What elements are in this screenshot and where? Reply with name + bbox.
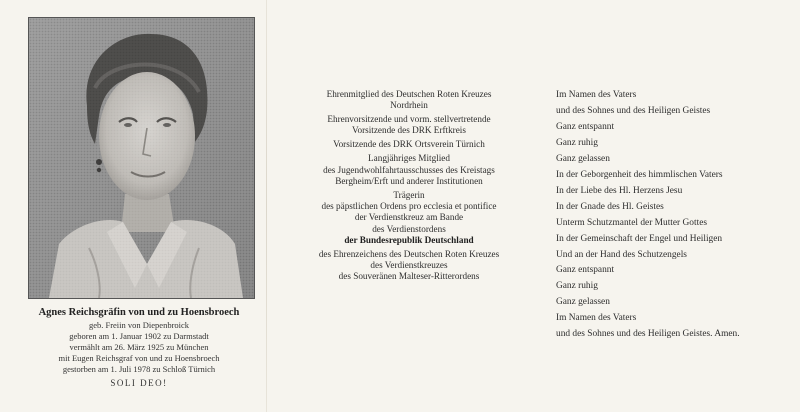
honor-block <box>268 89 550 112</box>
prayer-line: Im Namen des Vaters <box>556 313 637 324</box>
bio-line: gestorben am 1. Juli 1978 zu Schloß Türnich <box>62 364 216 374</box>
honor-line: Nordrhein <box>390 100 428 111</box>
bio-line: geb. Freiin von Diepenbroick <box>88 320 190 330</box>
honor-line: Vorsitzende des DRK Ortsverein Türnich <box>333 139 485 150</box>
honor-line: des Verdienstkreuzes <box>370 260 448 271</box>
prayer-line: In der Gemeinschaft der Engel und Heiligen <box>556 233 723 244</box>
honor-block <box>268 190 550 246</box>
card-fold <box>266 0 267 412</box>
honor-line: der Verdienstkreuz am Bande <box>354 212 464 223</box>
prayer-line: und des Sohnes und des Heiligen Geistes <box>556 105 711 116</box>
honor-line: Vorsitzende des DRK Erftkreis <box>352 125 466 136</box>
honor-line: Bergheim/Erft und anderer Institutionen <box>335 175 483 186</box>
honor-line: des Ehrenzeichens des Deutschen Roten Kreuzes <box>318 248 500 259</box>
honor-block <box>268 249 550 283</box>
honor-line: Ehrenmitglied des Deutschen Roten Kreuzes <box>326 89 492 99</box>
honor-line: Trägerin <box>393 189 425 200</box>
honor-line: des päpstlichen Ordens pro ecclesia et pontifice <box>321 201 497 212</box>
honor-line: des Jugendwohlfahrtausschusses des Kreistags <box>323 164 495 175</box>
honor-block <box>268 114 550 137</box>
honor-line: der Bundesrepublik Deutschland <box>344 234 474 245</box>
prayer-column <box>556 88 796 343</box>
portrait-photo <box>28 17 255 299</box>
prayer-line: Und an der Hand des Schutzengels <box>556 249 687 260</box>
prayer-line: Ganz ruhig <box>556 137 598 148</box>
prayer-line: Ganz entspannt <box>556 265 615 276</box>
prayer-line: Ganz ruhig <box>556 281 598 292</box>
motto: SOLI DEO! <box>110 378 168 388</box>
prayer-line: In der Liebe des Hl. Herzens Jesu <box>556 185 683 196</box>
honor-block <box>268 153 550 187</box>
honor-line: des Souveränen Malteser-Ritterordens <box>338 271 480 282</box>
prayer-line: In der Gnade des Hl. Geistes <box>556 201 664 212</box>
deceased-name: Agnes Reichsgräfin von und zu Hoensbroech <box>38 307 240 318</box>
prayer-line: In der Geborgenheit des himmlischen Vaters <box>556 169 723 180</box>
portrait-image <box>29 18 254 298</box>
prayer-line: Ganz gelassen <box>556 297 610 308</box>
honor-line: des Verdienstordens <box>372 223 446 234</box>
honors-column <box>268 89 550 285</box>
bio-line: geboren am 1. Januar 1902 zu Darmstadt <box>69 331 209 341</box>
prayer-line: Unterm Schutzmantel der Mutter Gottes <box>556 217 708 228</box>
prayer-line: und des Sohnes und des Heiligen Geistes. Amen. <box>556 329 740 340</box>
honor-line: Langjähriges Mitglied <box>368 153 450 164</box>
bio-line: vermählt am 26. März 1925 zu München <box>69 342 209 352</box>
honor-block <box>268 139 550 150</box>
biography <box>8 306 270 389</box>
prayer-line: Ganz gelassen <box>556 153 610 164</box>
bio-line: mit Eugen Reichsgraf von und zu Hoensbroech <box>58 353 220 363</box>
prayer-line: Im Namen des Vaters <box>556 90 637 100</box>
honor-line: Ehrenvorsitzende und vorm. stellvertretende <box>327 114 491 125</box>
prayer-line: Ganz entspannt <box>556 121 615 132</box>
